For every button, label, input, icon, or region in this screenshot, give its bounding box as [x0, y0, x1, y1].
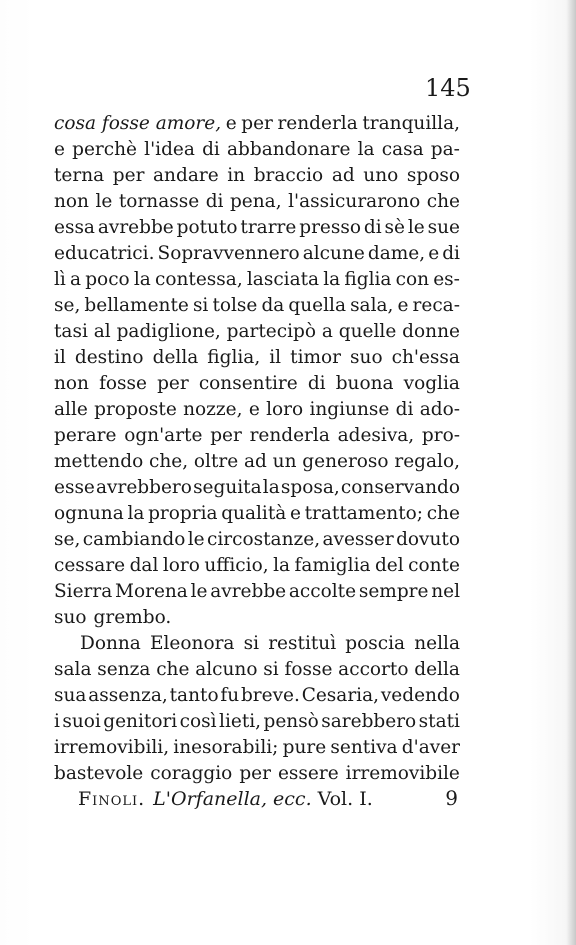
word: Cesaria, [301, 685, 380, 706]
word: le [187, 529, 205, 550]
word: nella [414, 633, 460, 654]
word: fu [220, 685, 240, 706]
word: bellamente [84, 295, 189, 316]
text-line [54, 397, 460, 423]
word: casa [381, 139, 424, 160]
word: fosse [284, 659, 333, 680]
word: loro [162, 555, 200, 576]
word: se, [54, 529, 81, 550]
word: il [269, 347, 282, 368]
word: un [272, 451, 297, 472]
word: la [273, 555, 291, 576]
word: cosa fosse amore, [54, 113, 222, 134]
word: l'idea [144, 139, 195, 160]
word: si [243, 633, 260, 654]
word: renderla [249, 425, 330, 446]
word: accorto [338, 659, 409, 680]
text-line [54, 657, 460, 683]
word: irremovibile [345, 763, 460, 784]
word: la [127, 503, 145, 524]
word: ingiunse [309, 399, 390, 420]
word: trattamento; [304, 503, 424, 524]
word: perchè [72, 139, 137, 160]
word: irremovibili, [54, 737, 170, 758]
word: con [395, 269, 430, 290]
text-line [54, 501, 460, 527]
word: alcune [302, 243, 365, 264]
word: proposte [94, 399, 177, 420]
text-line [54, 579, 460, 605]
word: Donna [80, 633, 141, 654]
word: circostanze, [207, 529, 321, 550]
word: sala, [350, 295, 394, 316]
word: suo [54, 607, 87, 628]
word: padiglione, [116, 321, 221, 342]
word: potuto [176, 217, 238, 238]
word: poco [85, 269, 130, 290]
text-line [54, 371, 460, 397]
word: terna [54, 165, 105, 186]
word: in [227, 165, 246, 186]
word: se, [54, 295, 81, 316]
word: stati [418, 711, 460, 732]
word: figlia, [207, 347, 261, 368]
word: le [407, 217, 425, 238]
word: le [95, 191, 113, 212]
text-line [54, 735, 460, 761]
word: essa [54, 217, 95, 238]
word: e [397, 295, 409, 316]
word: pena, [229, 191, 282, 212]
word: al [93, 321, 111, 342]
word: trarre [240, 217, 297, 238]
word: donne [402, 321, 460, 342]
word: figlia [344, 269, 392, 290]
word: sala [54, 659, 92, 680]
word: bastevole [54, 763, 144, 784]
word: essere [277, 763, 339, 784]
word: conte [408, 555, 460, 576]
word: grembo. [93, 607, 172, 628]
text-line [54, 267, 460, 293]
word: le [190, 581, 208, 602]
word: restituì [268, 633, 337, 654]
text-line [54, 163, 460, 189]
word: dame, [367, 243, 426, 264]
word: da [261, 295, 285, 316]
word: Sierra [54, 581, 113, 602]
word: vedendo [380, 685, 460, 706]
word: avrebbe [210, 581, 287, 602]
page-footer [78, 786, 458, 810]
word: tolse [212, 295, 258, 316]
word: generoso [302, 451, 389, 472]
word: timor [290, 347, 342, 368]
text-line [54, 683, 460, 709]
word: di [205, 191, 224, 212]
word: fosse [99, 373, 147, 394]
word: d'aver [401, 737, 460, 758]
word: pro- [421, 425, 460, 446]
text-line [54, 241, 460, 267]
word: uno [363, 165, 399, 186]
word: così [179, 711, 217, 732]
word: ogn'arte [124, 425, 203, 446]
word: andare [153, 165, 219, 186]
word: nozze, [183, 399, 243, 420]
word: regalo, [394, 451, 460, 472]
signature-mark: 9 [445, 786, 458, 810]
body-text [54, 111, 460, 787]
text-line [54, 137, 460, 163]
word: e [225, 113, 237, 134]
word: Morena [115, 581, 188, 602]
word: buona [335, 373, 394, 394]
text-line [54, 111, 460, 137]
text-line [54, 189, 460, 215]
word: ad [331, 165, 355, 186]
word: alcuno [195, 659, 258, 680]
word: nel [431, 581, 460, 602]
text-line [54, 449, 460, 475]
text-line [54, 709, 460, 735]
word: che [426, 191, 460, 212]
word: poscia [345, 633, 406, 654]
word: quelle [338, 321, 397, 342]
word: assenza, [88, 685, 168, 706]
word: per [112, 165, 145, 186]
word: perare [54, 425, 117, 446]
word: oltre [193, 451, 239, 472]
word: pensò [263, 711, 319, 732]
word: dal [129, 555, 159, 576]
word: alle [54, 399, 88, 420]
word: la [323, 269, 341, 290]
word: e [54, 139, 65, 160]
word: cessare [54, 555, 126, 576]
footer-author: Finoli. [78, 788, 146, 810]
word: per [157, 373, 189, 394]
word: contessa, [155, 269, 243, 290]
word: accolte [288, 581, 357, 602]
footer-etc: ecc. [273, 788, 312, 810]
footer-book-title: L'Orfanella, [153, 788, 268, 810]
word: tanto [169, 685, 219, 706]
word: sempre [358, 581, 429, 602]
word: a [321, 321, 333, 342]
word: ado- [419, 399, 460, 420]
word: genitori [103, 711, 178, 732]
text-line [54, 631, 460, 657]
word: ufficio, [204, 555, 269, 576]
word: adesiva, [337, 425, 415, 446]
word: qualità [221, 503, 287, 524]
text-line [54, 215, 460, 241]
word: di [442, 243, 460, 264]
word: del [374, 555, 404, 576]
word: della [152, 347, 199, 368]
word: della [414, 659, 460, 680]
word: per [241, 113, 273, 134]
word: quella [288, 295, 346, 316]
word: Sopravvennero [157, 243, 300, 264]
word: che [156, 659, 190, 680]
word: consentire [198, 373, 298, 394]
word: la [262, 477, 280, 498]
word: Eleonora [150, 633, 235, 654]
word: lì [54, 269, 66, 290]
text-line [54, 527, 460, 553]
text-line [54, 293, 460, 319]
word: di [202, 139, 220, 160]
text-line [54, 475, 460, 501]
word: educatrici. [54, 243, 155, 264]
word: avesser [322, 529, 394, 550]
word: destino [74, 347, 144, 368]
word: avrebbero [96, 477, 192, 498]
word: propria [148, 503, 218, 524]
word: i [54, 711, 60, 732]
word: di [363, 217, 382, 238]
word: che, [149, 451, 189, 472]
word: per [239, 763, 271, 784]
word: presso [299, 217, 361, 238]
word: ad [243, 451, 267, 472]
word: breve. [240, 685, 300, 706]
word: suo [350, 347, 383, 368]
page-number: 145 [425, 74, 471, 102]
word: la [133, 269, 151, 290]
word: di [395, 399, 414, 420]
word: a [70, 269, 82, 290]
word: l'assicurarono [288, 191, 421, 212]
word: il [54, 347, 66, 368]
word: per [210, 425, 242, 446]
word: la [357, 139, 375, 160]
word: conservando [340, 477, 460, 498]
word: reca- [412, 295, 460, 316]
word: tasi [54, 321, 88, 342]
word: sue [427, 217, 460, 238]
word: tornasse [118, 191, 200, 212]
word: sarebbero [321, 711, 417, 732]
footer-volume: Vol. I. [317, 788, 373, 810]
word: ognuna [54, 503, 124, 524]
word: senza [97, 659, 151, 680]
word: non [54, 191, 89, 212]
word: famiglia [294, 555, 371, 576]
word: coraggio [150, 763, 233, 784]
word: e [289, 503, 301, 524]
word: lieti, [219, 711, 262, 732]
word: es- [433, 269, 460, 290]
word: inesorabili; [173, 737, 279, 758]
word: sua [54, 685, 87, 706]
word: e [428, 243, 440, 264]
word: avrebbe [97, 217, 174, 238]
word: pa- [430, 139, 460, 160]
text-line [54, 345, 460, 371]
word: ch'essa [391, 347, 460, 368]
word: renderla [277, 113, 358, 134]
text-line [54, 423, 460, 449]
word: suoi [62, 711, 101, 732]
word: partecipò [226, 321, 317, 342]
text-line [54, 553, 460, 579]
word: si [192, 295, 209, 316]
word: che [426, 503, 460, 524]
word: di [307, 373, 326, 394]
word: e [248, 399, 260, 420]
word: non [54, 373, 89, 394]
word: lasciata [246, 269, 320, 290]
word: abbandonare [227, 139, 351, 160]
word: seguita [193, 477, 262, 498]
text-line [54, 319, 460, 345]
word: cambiando [82, 529, 186, 550]
page-edge-shadow [566, 0, 576, 945]
word: loro [266, 399, 304, 420]
text-line [54, 605, 460, 631]
word: si [263, 659, 279, 680]
word: tranquilla, [362, 113, 460, 134]
word: braccio [253, 165, 324, 186]
word: sposa, [280, 477, 340, 498]
word: sposo [406, 165, 460, 186]
word: sentiva [330, 737, 398, 758]
word: mettendo [54, 451, 144, 472]
text-line [54, 761, 460, 787]
word: esse [54, 477, 95, 498]
word: dovuto [396, 529, 460, 550]
word: sè [384, 217, 405, 238]
word: pure [282, 737, 327, 758]
word: voglia [403, 373, 460, 394]
